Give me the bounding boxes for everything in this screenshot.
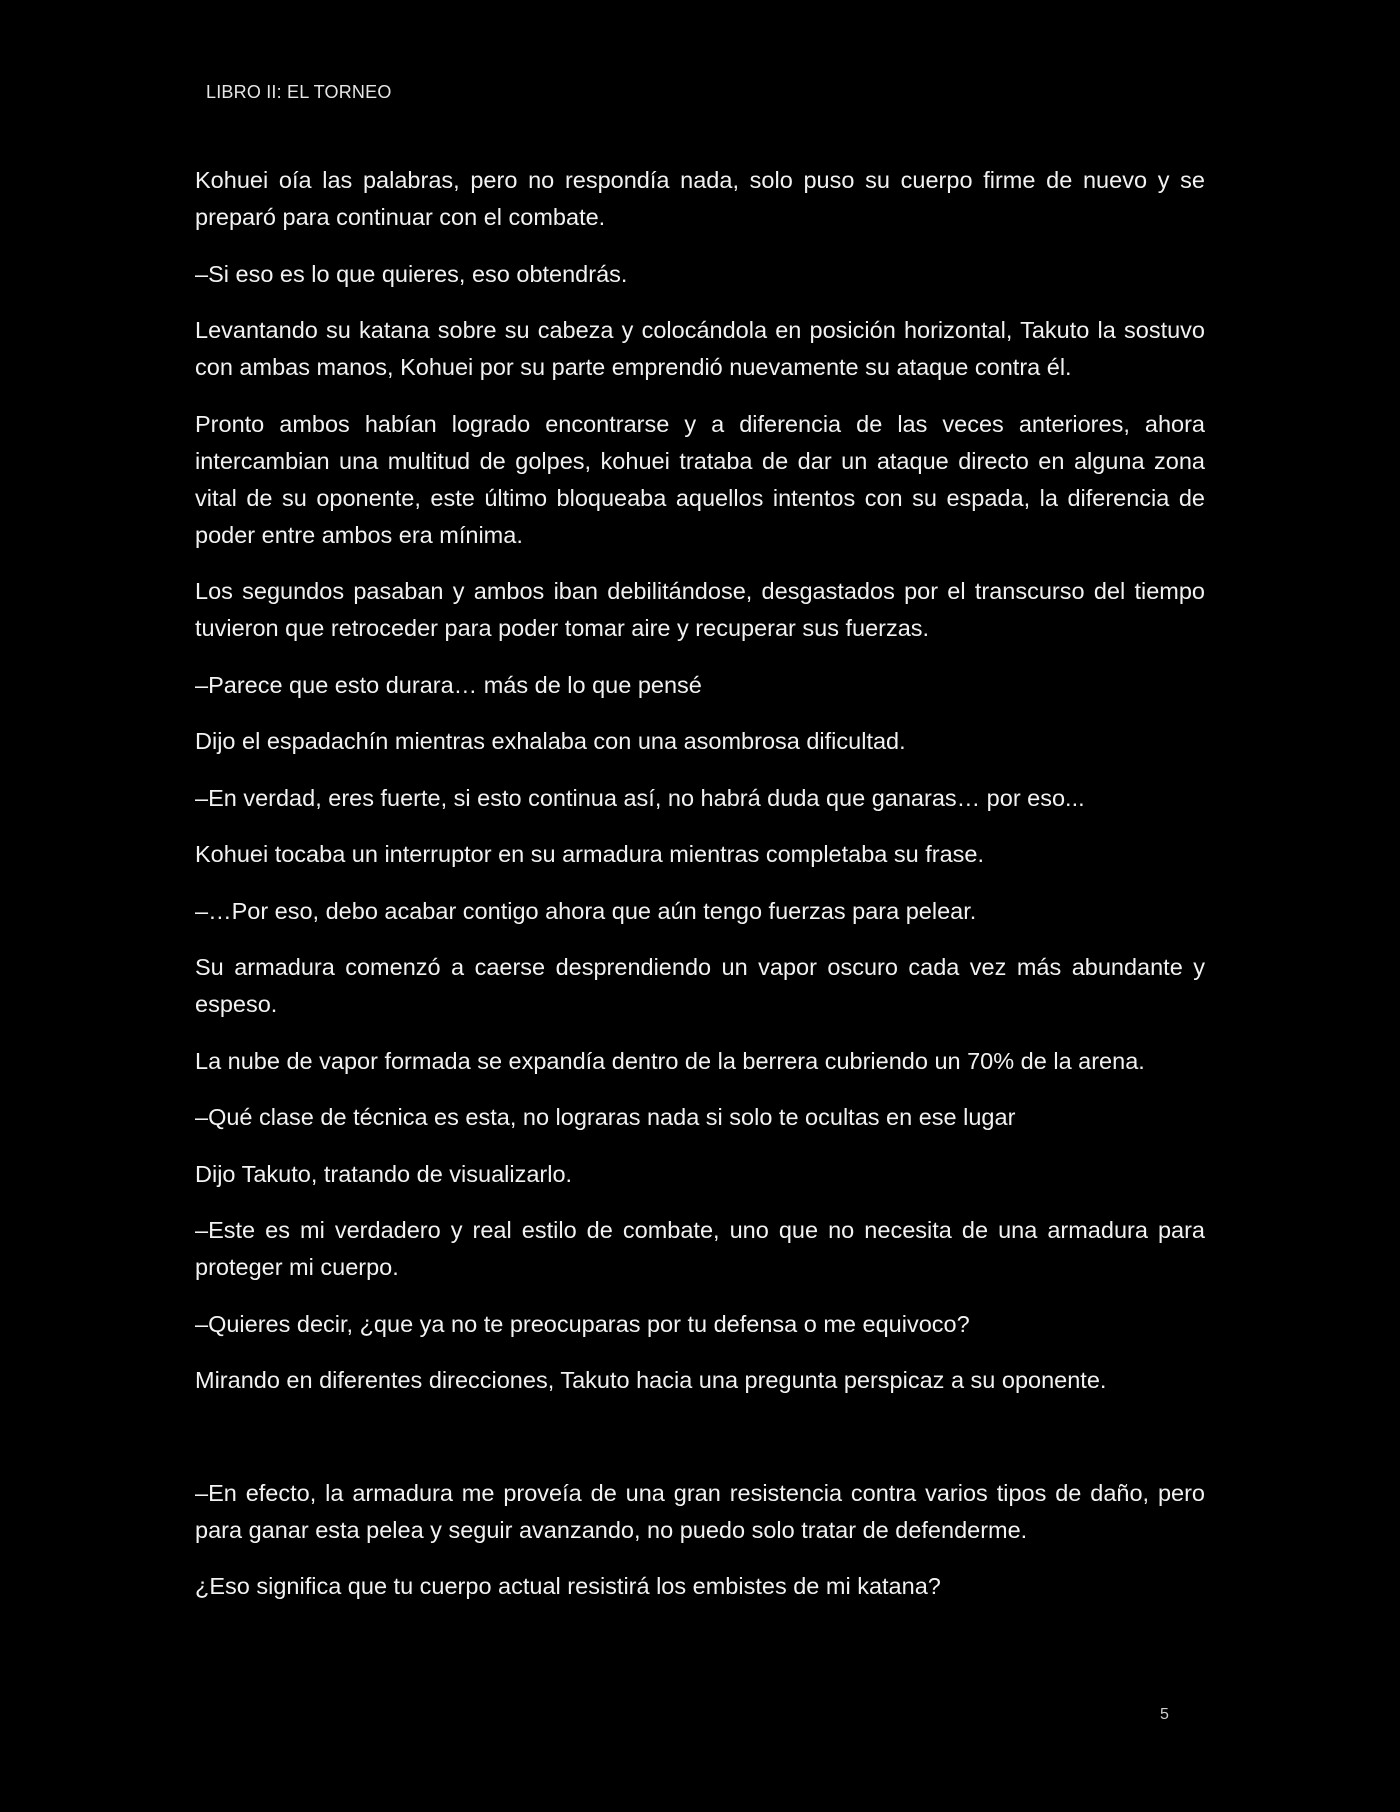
paragraph: Kohuei oía las palabras, pero no respondía nada, solo puso su cuerpo firme de nuevo y se preparó para continuar con el combate. — [195, 167, 1205, 230]
page-body — [195, 162, 1205, 1625]
paragraph: –Si eso es lo que quieres, eso obtendrás. — [195, 260, 628, 287]
paragraph: Su armadura comenzó a caerse desprendiendo un vapor oscuro cada vez más abundante y espeso. — [195, 954, 1205, 1017]
paragraph: –…Por eso, debo acabar contigo ahora que aún tengo fuerzas para pelear. — [195, 897, 977, 924]
paragraph: –En efecto, la armadura me proveía de una gran resistencia contra varios tipos de daño, pero para ganar esta pelea y seguir avanzando, no puedo solo tratar de defenderme. — [195, 1479, 1205, 1543]
paragraph: Kohuei tocaba un interruptor en su armadura mientras completaba su frase. — [195, 841, 984, 867]
paragraph: –Qué clase de técnica es esta, no lograras nada si solo te ocultas en ese lugar — [195, 1104, 1016, 1130]
paragraph: Levantando su katana sobre su cabeza y colocándola en posición horizontal, Takuto la sostuvo con ambas manos, Kohuei por su parte emprendió nuevamente su ataque contra él. — [195, 317, 1205, 380]
paragraph: –En verdad, eres fuerte, si esto continua así, no habrá duda que ganaras… por eso... — [195, 784, 1085, 811]
paragraph: –Quieres decir, ¿que ya no te preocuparas por tu defensa o me equivoco? — [195, 1310, 970, 1337]
section-gap — [195, 1419, 1205, 1475]
paragraph: Dijo el espadachín mientras exhalaba con una asombrosa dificultad. — [195, 728, 906, 754]
paragraph: La nube de vapor formada se expandía dentro de la berrera cubriendo un 70% de la arena. — [195, 1047, 1145, 1074]
paragraph: Mirando en diferentes direcciones, Takuto hacia una pregunta perspicaz a su oponente. — [195, 1367, 1107, 1393]
page-number: 5 — [1160, 1706, 1169, 1723]
paragraph: Pronto ambos habían logrado encontrarse y a diferencia de las veces anteriores, ahora intercambian una multitud de golpes, kohuei trataba de dar un ataque directo en alguna zona vital de su oponente, este último bloqueaba aquellos intentos con su espada, la diferencia de poder entre ambos era mínima. — [195, 410, 1205, 548]
paragraph: –Este es mi verdadero y real estilo de combate, uno que no necesita de una armadura para proteger mi cuerpo. — [195, 1217, 1205, 1280]
running-header: LIBRO II: EL TORNEO — [206, 82, 392, 102]
paragraph: Los segundos pasaban y ambos iban debilitándose, desgastados por el transcurso del tiempo tuvieron que retroceder para poder tomar aire y recuperar sus fuerzas. — [195, 578, 1205, 641]
paragraph: Dijo Takuto, tratando de visualizarlo. — [195, 1160, 573, 1187]
paragraph: ¿Eso significa que tu cuerpo actual resistirá los embistes de mi katana? — [195, 1573, 941, 1599]
paragraph: –Parece que esto durara… más de lo que pensé — [195, 671, 702, 698]
